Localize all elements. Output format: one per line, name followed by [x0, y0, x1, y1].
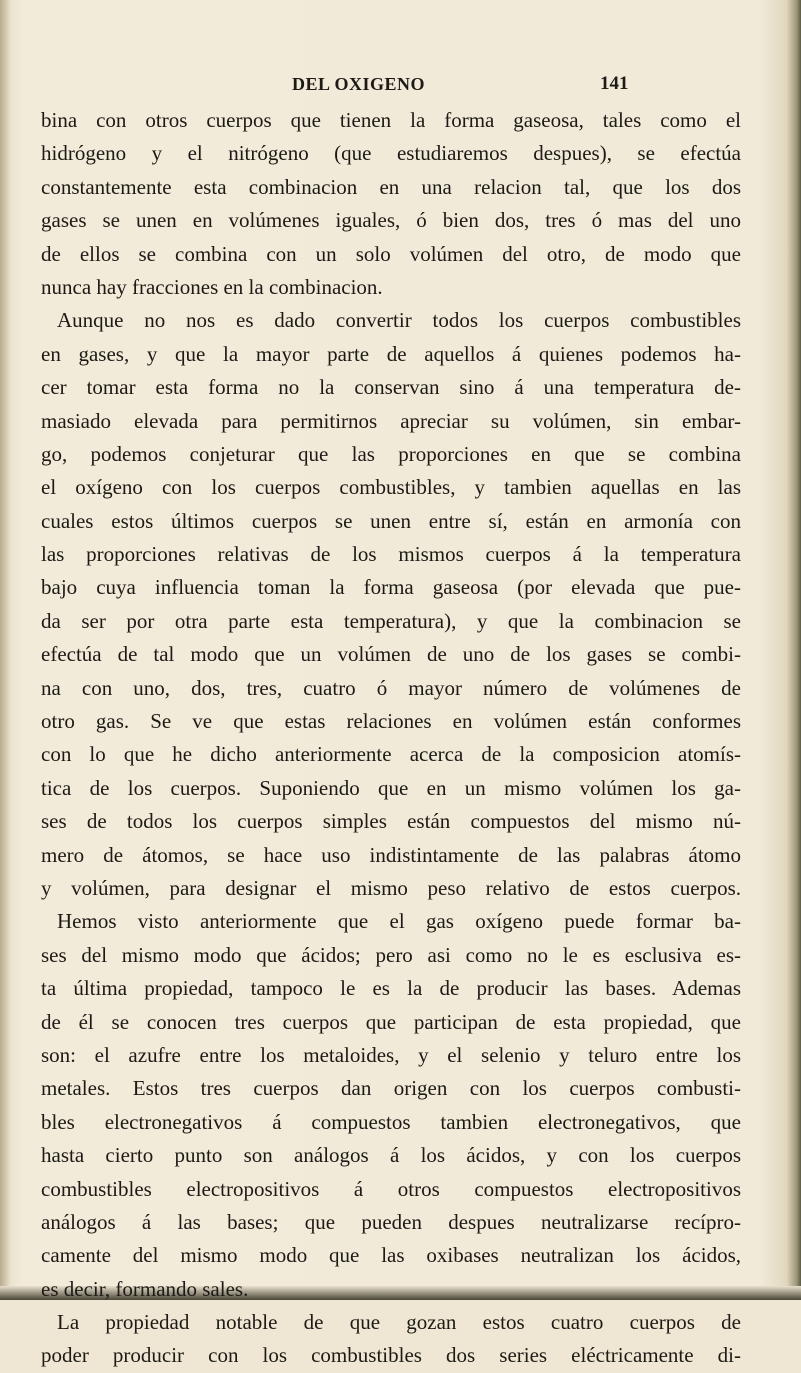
text-line: hasta cierto punto son análogos á los ácidos, y con los cuerpos	[41, 1143, 741, 1168]
text-line: es decir, formando sales.	[41, 1276, 249, 1301]
text-line: mero de átomos, se hace uso indistintamente de las palabras átomo	[41, 842, 741, 867]
text-line: Aunque no nos es dado convertir todos los cuerpos combustibles	[57, 308, 741, 333]
text-line: constantemente esta combinacion en una relacion tal, que los dos	[41, 174, 741, 199]
text-line: ses del mismo modo que ácidos; pero asi como no le es esclusiva es-	[41, 942, 741, 967]
text-line: nunca hay fracciones en la combinacion.	[41, 274, 383, 299]
text-line: bajo cuya influencia toman la forma gaseosa (por elevada que pue-	[41, 575, 741, 600]
text-line: otro gas. Se ve que estas relaciones en volúmen están conformes	[41, 709, 741, 734]
text-line: ta última propiedad, tampoco le es la de producir las bases. Ademas	[41, 976, 741, 1001]
text-line: masiado elevada para permitirnos apreciar su volúmen, sin embar-	[41, 408, 741, 433]
text-line: bina con otros cuerpos que tienen la forma gaseosa, tales como el	[41, 108, 741, 132]
text-line: de él se conocen tres cuerpos que participan de esta propiedad, que	[41, 1009, 741, 1034]
text-line: con lo que he dicho anteriormente acerca de la composicion atomís-	[41, 742, 741, 767]
text-line: go, podemos conjeturar que las proporciones en que se combina	[41, 441, 741, 466]
body-text	[41, 104, 741, 1373]
text-line: metales. Estos tres cuerpos dan origen con los cuerpos combusti-	[41, 1076, 741, 1101]
text-line: na con uno, dos, tres, cuatro ó mayor número de volúmenes de	[41, 675, 741, 700]
text-line: y volúmen, para designar el mismo peso relativo de estos cuerpos.	[41, 875, 741, 900]
page-gutter	[0, 0, 10, 1300]
text-line: son: el azufre entre los metaloides, y el selenio y teluro entre los	[41, 1042, 741, 1067]
text-line: da ser por otra parte esta temperatura), y que la combinacion se	[41, 608, 741, 633]
text-line: efectúa de tal modo que un volúmen de uno de los gases se combi-	[41, 642, 741, 667]
text-line: tica de los cuerpos. Suponiendo que en un mismo volúmen los ga-	[41, 775, 741, 800]
text-line: combustibles electropositivos á otros compuestos electropositivos	[41, 1176, 741, 1201]
text-line: gases se unen en volúmenes iguales, ó bien dos, tres ó mas del uno	[41, 208, 741, 233]
running-head: DEL OXIGENO	[292, 74, 426, 94]
page-edge	[787, 0, 801, 1300]
text-line: hidrógeno y el nitrógeno (que estudiaremos despues), se efectúa	[41, 141, 741, 166]
text-line: La propiedad notable de que gozan estos cuatro cuerpos de	[57, 1310, 741, 1335]
text-line: cuales estos últimos cuerpos se unen entre sí, están en armonía con	[41, 508, 741, 533]
text-line: poder producir con los combustibles dos series eléctricamente di-	[41, 1343, 741, 1368]
text-line: el oxígeno con los cuerpos combustibles, y tambien aquellas en las	[41, 475, 741, 500]
text-line: cer tomar esta forma no la conservan sino á una temperatura de-	[41, 375, 741, 400]
text-line: camente del mismo modo que las oxibases neutralizan los ácidos,	[41, 1243, 741, 1268]
text-line: ses de todos los cuerpos simples están compuestos del mismo nú-	[41, 809, 741, 834]
text-line: Hemos visto anteriormente que el gas oxígeno puede formar ba-	[57, 909, 741, 934]
text-line: las proporciones relativas de los mismos cuerpos á la temperatura	[41, 542, 741, 567]
text-line: análogos á las bases; que pueden despues neutralizarse recípro-	[41, 1209, 741, 1234]
text-line: de ellos se combina con un solo volúmen del otro, de modo que	[41, 241, 741, 266]
text-line: en gases, y que la mayor parte de aquellos á quienes podemos ha-	[41, 341, 741, 366]
page-number: 141	[600, 73, 629, 94]
text-line: bles electronegativos á compuestos tambien electronegativos, que	[41, 1109, 741, 1134]
page-header	[0, 72, 801, 96]
